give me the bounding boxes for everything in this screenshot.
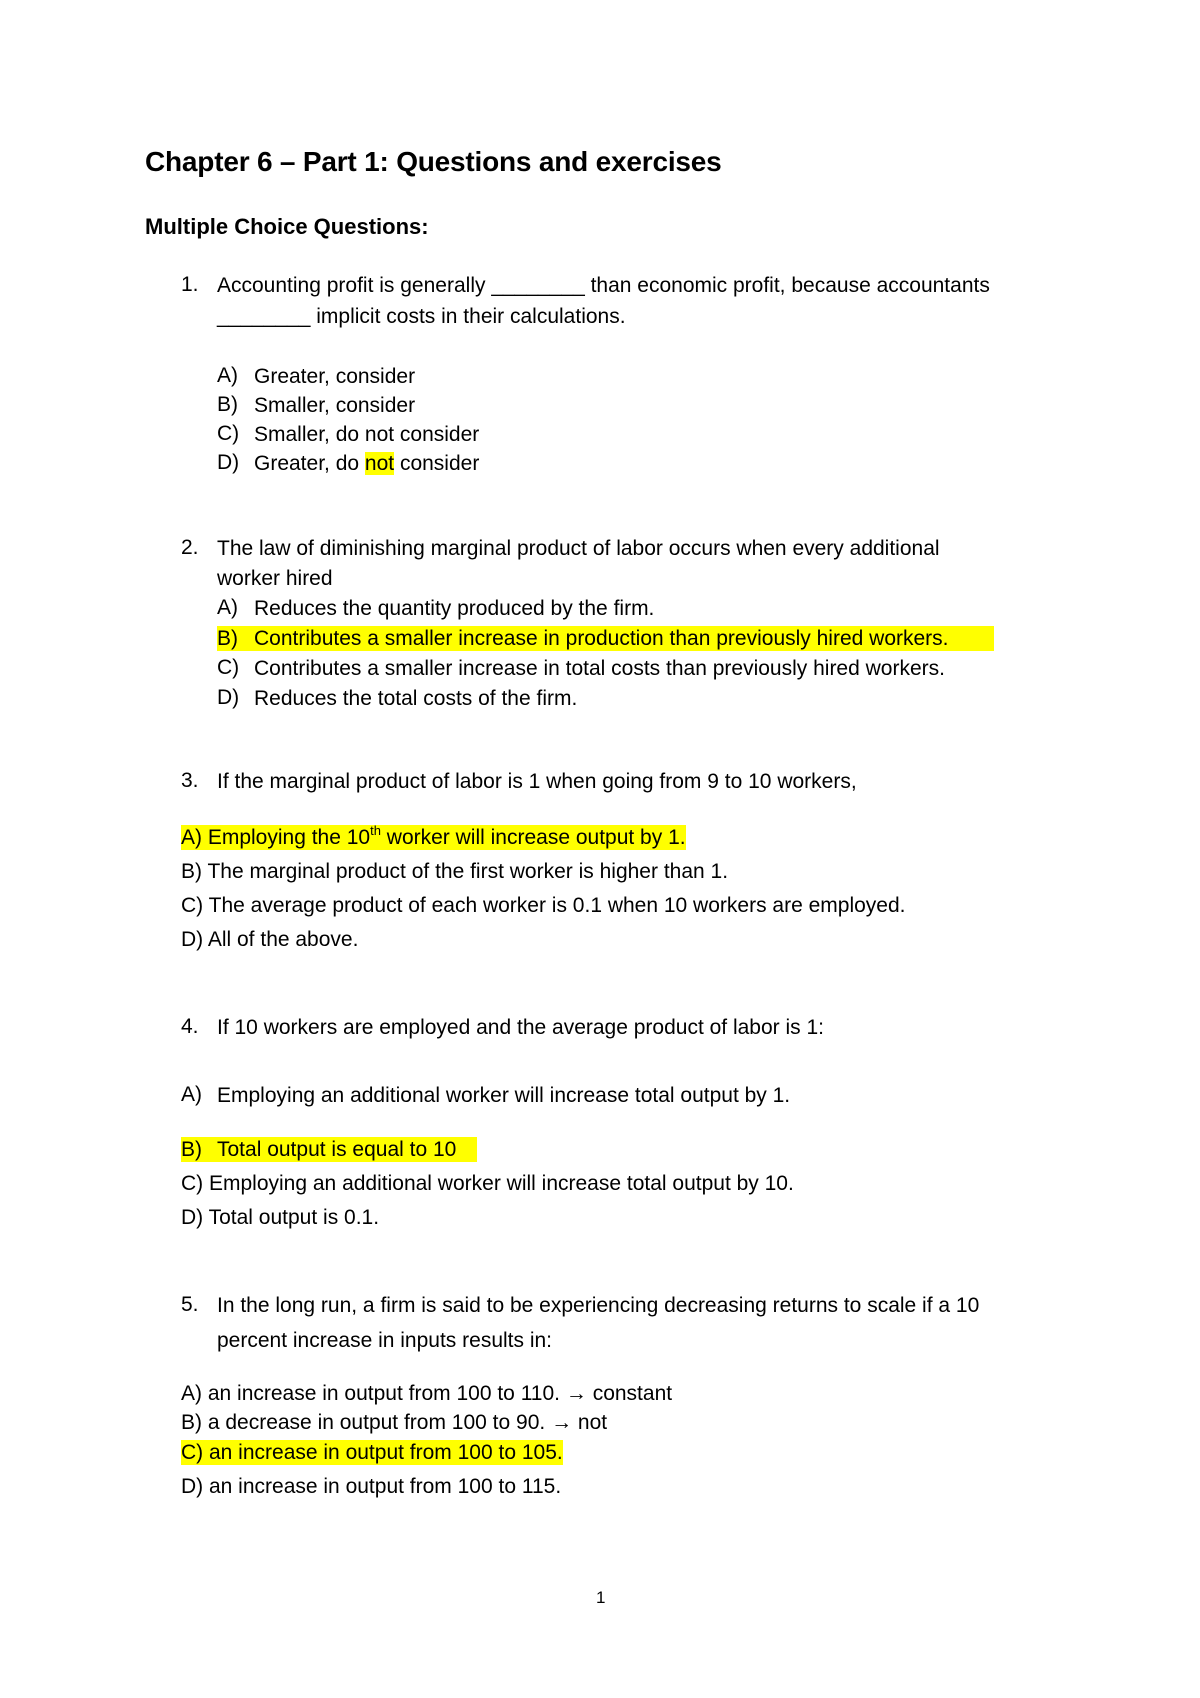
page-number: 1 [596, 1588, 606, 1607]
q4-number: 4. [181, 1015, 199, 1038]
q4-text: If 10 workers are employed and the average product of labor is 1: [217, 1016, 825, 1039]
q4-option-b-label: B) [181, 1138, 202, 1161]
q4-option-d: D) Total output is 0.1. [181, 1206, 380, 1229]
q2-text-line2: worker hired [217, 567, 333, 590]
q5-option-b-note: not [577, 1411, 608, 1434]
arrow-right-icon: → [565, 1382, 587, 1405]
q1-option-d-pre: Greater, do [254, 452, 365, 475]
q5-option-a-text: A) an increase in output from 100 to 110. [181, 1382, 561, 1405]
q3-option-a-pre: A) Employing the 10 [181, 826, 371, 849]
q4-option-c: C) Employing an additional worker will increase total output by 10. [181, 1172, 794, 1195]
q3-option-a-post: worker will increase output by 1. [380, 826, 686, 849]
q5-text-line1: In the long run, a firm is said to be experiencing decreasing returns to scale if a 10 [217, 1294, 980, 1317]
q2-option-b-answer [217, 626, 994, 651]
page-title: Chapter 6 – Part 1: Questions and exercises [145, 146, 722, 177]
q1-option-b: Smaller, consider [254, 394, 416, 417]
q5-text-line2: percent increase in inputs results in: [217, 1329, 553, 1352]
q5-number: 5. [181, 1293, 199, 1316]
q3-number: 3. [181, 769, 199, 792]
q1-option-d-highlight: not [364, 452, 395, 475]
q4-option-a: Employing an additional worker will increase total output by 1. [217, 1084, 791, 1107]
q2-option-d-label: D) [217, 686, 240, 709]
q1-option-d-label: D) [217, 451, 240, 474]
q3-option-d: D) All of the above. [181, 928, 359, 951]
q5-option-a-note: constant [592, 1382, 673, 1405]
q2-option-b-text: Contributes a smaller increase in production than previously hired workers. [254, 627, 949, 650]
q3-option-a-sup: th [370, 823, 381, 838]
q3-text: If the marginal product of labor is 1 when going from 9 to 10 workers, [217, 770, 857, 793]
q2-option-a-label: A) [217, 596, 238, 619]
q1-text-line2: ________ implicit costs in their calculations. [217, 305, 626, 328]
section-heading: Multiple Choice Questions: [145, 214, 429, 239]
q1-option-d-post: consider [394, 452, 480, 475]
q5-option-a [181, 1381, 672, 1406]
q2-option-a: Reduces the quantity produced by the firm. [254, 597, 655, 620]
q5-option-c-answer: C) an increase in output from 100 to 105. [181, 1441, 563, 1464]
q4-option-a-label: A) [181, 1083, 202, 1106]
q2-number: 2. [181, 536, 199, 559]
q1-option-c: Smaller, do not consider [254, 423, 480, 446]
q3-option-b: B) The marginal product of the first worker is higher than 1. [181, 860, 729, 883]
arrow-right-icon: → [551, 1411, 573, 1434]
q4-option-b-text: Total output is equal to 10 [217, 1138, 457, 1161]
q1-number: 1. [181, 273, 199, 296]
q3-option-c: C) The average product of each worker is 0.1 when 10 workers are employed. [181, 894, 906, 917]
q5-option-b [181, 1410, 607, 1435]
q2-option-c: Contributes a smaller increase in total costs than previously hired workers. [254, 657, 945, 680]
q5-option-d: D) an increase in output from 100 to 115. [181, 1475, 562, 1498]
q5-option-b-text: B) a decrease in output from 100 to 90. [181, 1411, 546, 1434]
q1-option-a: Greater, consider [254, 365, 416, 388]
q4-option-b-answer [181, 1137, 477, 1162]
q1-option-c-label: C) [217, 422, 240, 445]
q1-text-line1: Accounting profit is generally ________ than economic profit, because accountants [217, 274, 990, 297]
q1-option-a-label: A) [217, 364, 238, 387]
q2-text-line1: The law of diminishing marginal product of labor occurs when every additional [217, 537, 940, 560]
q1-option-d [254, 451, 479, 476]
q2-option-c-label: C) [217, 656, 240, 679]
q3-option-a-answer [181, 825, 686, 850]
q2-option-b-label: B) [217, 627, 238, 650]
q1-option-b-label: B) [217, 393, 238, 416]
q2-option-d: Reduces the total costs of the firm. [254, 687, 578, 710]
